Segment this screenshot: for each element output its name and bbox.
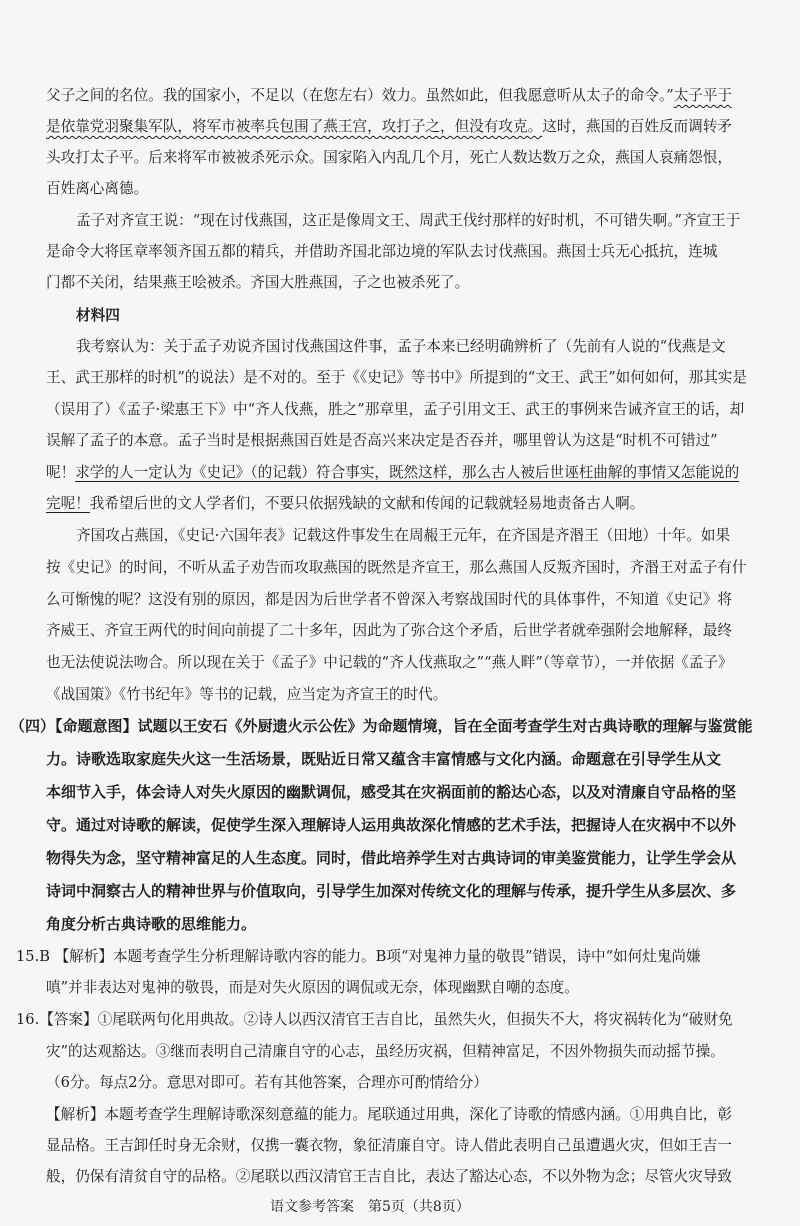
text-line: 父子之间的名位。我的国家小，不足以（在您左右）效力。虽然如此，但我愿意听从太子的命令。”太子平于 bbox=[46, 87, 732, 104]
page-footer: 语文参考答案 第5页（共8页） bbox=[270, 1199, 470, 1215]
underlined-text: 太子平于 bbox=[673, 87, 732, 104]
text-line: 【解析】本题考查学生理解诗歌深刻意蕴的能力。尾联通过用典，深化了诗歌的情感内涵。①用典自比，彰 bbox=[46, 1106, 732, 1123]
text-line: （6分。每点2分。意思对即可。若有其他答案，合理亦可酌情给分） bbox=[46, 1074, 488, 1091]
text-line: 诗词中洞察古人的精神世界与价值取向，引导学生加深对传统文化的理解与传承，提升学生从多层次、多 bbox=[46, 882, 736, 900]
text-line: 王、武王那样的时机”的说法）是不对的。至于《《史记》等书中》所提到的“文王、武王”如何如何，那其实是 bbox=[46, 369, 747, 386]
underlined-text: 求学的人一定认为《史记》（的记载）符合事实，既然这样，那么古人被后世诬枉曲解的事情又怎能说的 bbox=[75, 464, 739, 481]
text-line: 完呢！我希望后世的文人学者们，不要只依据残缺的文献和传闻的记载就轻易地责备古人啊。 bbox=[46, 495, 644, 512]
text-line: 百姓离心离德。 bbox=[46, 180, 148, 197]
text-line: 么可惭愧的呢？这没有别的原因，都是因为后世学者不曾深入考察战国时代的具体事件，不知道《史记》将 bbox=[46, 591, 732, 608]
text-line: 是依靠党羽聚集军队，将军市被率兵包围了燕王宫，攻打子之，但没有攻克。这时，燕国的百姓反而调转矛 bbox=[46, 118, 732, 135]
text-line: 《战国策》《竹书纪年》等书的记载，应当定为齐宣王的时代。 bbox=[46, 686, 447, 703]
text-line: 本细节入手，体会诗人对失火原因的幽默调侃，感受其在灾祸面前的豁达心态，以及对清廉自守品格的坚 bbox=[46, 783, 736, 801]
text-line: 齐国攻占燕国，《史记·六国年表》记载这件事发生在周赧王元年，在齐国是齐湣王（田地）十年。如果 bbox=[76, 527, 730, 544]
text-line: 角度分析古典诗歌的思维能力。 bbox=[46, 915, 256, 933]
text-line: 物得失为念，坚守精神富足的人生态度。同时，借此培养学生对古典诗词的审美鉴赏能力，让学生学会从 bbox=[46, 849, 736, 867]
text-line: 16.【答案】①尾联两句化用典故。②诗人以西汉清官王吉自比，虽然失火，但损失不大，将灾祸转化为“破财免 bbox=[16, 1011, 733, 1028]
text-line: 灾”的达观豁达。③继而表明自己清廉自守的心志，虽经历灾祸，但精神富足，不因外物损失而动摇节操。 bbox=[46, 1043, 725, 1060]
text-line: 嗔”并非表达对鬼神的敬畏，而是对失火原因的调侃或无奈，体现幽默自嘲的态度。 bbox=[46, 979, 579, 996]
text-line: 力。诗歌选取家庭失火这一生活场景，既贴近日常又蕴含丰富情感与文化内涵。命题意在引导学生从文 bbox=[46, 750, 721, 768]
text-line: 按《史记》的时间，不听从孟子劝告而攻取燕国的既然是齐宣王，那么燕国人反叛齐国时，齐湣王对孟子有什 bbox=[46, 559, 747, 576]
text-line: （误用了）《孟子·梁惠王下》中“齐人伐燕，胜之”那章里，孟子引用文王、武王的事例来告诫齐宣王的话，却 bbox=[46, 401, 744, 418]
text-line: 误解了孟子的本意。孟子当时是根据燕国百姓是否高兴来决定是否吞并，哪里曾认为这是“时机不可错过” bbox=[46, 432, 718, 449]
text-line: 头攻打太子平。后来将军市被被杀死示众。国家陷入内乱几个月，死亡人数达数万之众，燕国人哀痛怨恨， bbox=[46, 149, 732, 166]
text-line: 是命令大将匡章率领齐国五都的精兵，并借助齐国北部边境的军队去讨伐燕国。燕国士兵无心抵抗，连城 bbox=[46, 243, 717, 260]
text-line: 也无法使说法吻合。所以现在关于《孟子》中记载的“齐人伐燕取之”“燕人畔”（等章节），一并依据《孟子》 bbox=[46, 654, 733, 671]
text-line: （四）【命题意图】试题以王安石《外厨遗火示公佐》为命题情境，旨在全面考查学生对古典诗歌的理解与鉴赏能 bbox=[10, 717, 753, 735]
text-line: 门都不关闭，结果燕王哙被杀。齐国大胜燕国，子之也被杀死了。 bbox=[46, 274, 469, 291]
material-heading: 材料四 bbox=[76, 307, 120, 324]
text-line: 呢！求学的人一定认为《史记》（的记载）符合事实，既然这样，那么古人被后世诬枉曲解的事情又怎能说的 bbox=[46, 464, 739, 481]
text-line: 显品格。王吉卸任时身无余财，仅携一囊衣物，象征清廉自守。诗人借此表明自己虽遭遇火灾，但如王吉一 bbox=[46, 1137, 732, 1154]
text-line: 般，仍保有清贫自守的品格。②尾联以西汉清官王吉自比，表达了豁达心态，不以外物为念；尽管火灾导致 bbox=[46, 1168, 732, 1185]
text-line: 齐威王、齐宣王两代的时间向前提了二十多年，因此为了弥合这个矛盾，后世学者就牵强附会地解释，最终 bbox=[46, 622, 732, 639]
text-line: 孟子对齐宣王说：“现在讨伐燕国，这正是像周文王、周武王伐纣那样的好时机，不可错失啊。”齐宣王于 bbox=[76, 212, 740, 229]
text-line: 守。通过对诗歌的解读，促使学生深入理解诗人运用典故深化情感的艺术手法，把握诗人在灾祸中不以外 bbox=[46, 816, 736, 834]
underlined-text: 完呢！ bbox=[46, 495, 90, 512]
underlined-text: 是依靠党羽聚集军队，将军市被率兵包围了燕王宫，攻打子之，但没有攻克。 bbox=[46, 118, 543, 135]
text-line: 15.B 【解析】本题考查学生分析理解诗歌内容的能力。B项“对鬼神力量的敬畏”错误，诗中“如何灶鬼尚嫌 bbox=[16, 948, 701, 965]
text-line: 我考察认为：关于孟子劝说齐国讨伐燕国这件事，孟子本来已经明确辨析了（先前有人说的“伐燕是文 bbox=[76, 338, 726, 355]
